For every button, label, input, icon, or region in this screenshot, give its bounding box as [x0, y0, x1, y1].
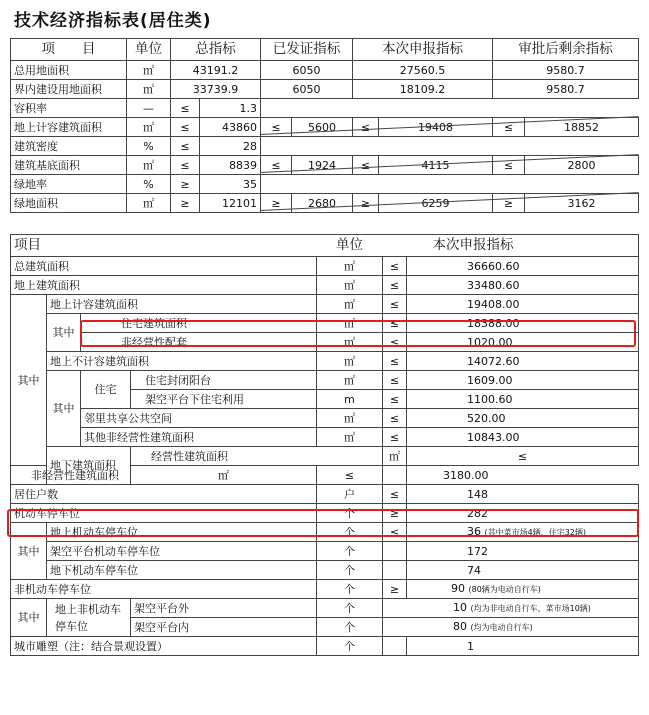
group-label: 其中	[47, 371, 81, 447]
highlight-box-household-count	[7, 509, 639, 537]
current-value: 27560.5	[353, 61, 493, 80]
remaining-value: 9580.7	[493, 80, 639, 99]
le-sign: ≤	[383, 485, 407, 504]
table-row	[11, 447, 639, 466]
row-unit: 个	[317, 542, 383, 561]
header-item: 项 目	[11, 39, 127, 61]
row-label: 住宅建筑面积	[81, 314, 317, 333]
le-sign: ≤	[171, 118, 200, 137]
row-label: 架空平台外	[131, 599, 317, 618]
remaining-value: 2800	[525, 156, 639, 175]
row-label: 地下机动车停车位	[47, 561, 317, 580]
le-sign: ≤	[261, 118, 292, 137]
le-sign: ≤	[383, 409, 407, 428]
row-label: 建筑基底面积	[11, 156, 127, 175]
header-current: 本次申报指标	[353, 39, 493, 61]
table-header-row	[11, 235, 639, 257]
row-label: 经营性建筑面积	[131, 447, 383, 466]
empty-cell	[261, 175, 639, 194]
le-sign: ≤	[261, 156, 292, 175]
header-unit: 单位	[317, 235, 383, 257]
value-note: (80辆为电动自行车)	[468, 585, 541, 594]
table-row	[11, 61, 639, 80]
header-total: 总指标	[171, 39, 261, 61]
le-sign: ≤	[383, 371, 407, 390]
row-unit: 个	[317, 561, 383, 580]
row-unit: 个	[317, 618, 383, 637]
row-label: 架空平台内	[131, 618, 317, 637]
total-value: 43191.2	[171, 61, 261, 80]
row-label: 机动车停车位	[11, 504, 317, 523]
row-value: 520.00	[407, 409, 639, 428]
row-unit: ㎡	[127, 80, 171, 99]
table-row	[11, 80, 639, 99]
remaining-value: 9580.7	[493, 61, 639, 80]
row-label: 总建筑面积	[11, 257, 317, 276]
table-row	[11, 599, 639, 618]
header-issued: 已发证指标	[261, 39, 353, 61]
row-unit: ㎡	[127, 118, 171, 137]
row-label: 非经营性配套	[81, 333, 317, 352]
table-row	[11, 466, 639, 485]
row-unit: ㎡	[317, 352, 383, 371]
value-note: (其中菜市场4辆，住宅32辆)	[484, 528, 587, 537]
group-label: 地下建筑面积	[47, 447, 131, 485]
area-breakdown-table	[10, 234, 639, 656]
ge-sign: ≥	[383, 504, 407, 523]
page-title: 技术经济指标表(居住类)	[14, 11, 212, 31]
row-label: 地上计容建筑面积	[47, 295, 317, 314]
row-unit: ㎡	[317, 276, 383, 295]
le-sign: ≤	[493, 156, 525, 175]
row-unit: ㎡	[131, 466, 317, 485]
le-sign: ≤	[383, 352, 407, 371]
table-row	[11, 257, 639, 276]
current-value: 4115	[379, 156, 493, 175]
row-label: 架空平台机动车停车位	[47, 542, 317, 561]
row-label: 架空平台下住宅利用	[131, 390, 317, 409]
table-row	[11, 580, 639, 599]
current-value: 6259	[379, 194, 493, 213]
le-sign: ≤	[383, 314, 407, 333]
row-value: 148	[407, 485, 639, 504]
row-label: 绿地面积	[11, 194, 127, 213]
total-value: 8839	[200, 156, 261, 175]
group-label: 住宅	[81, 371, 131, 409]
ge-sign: ≥	[171, 194, 200, 213]
row-unit: 户	[317, 485, 383, 504]
value-note: (均为电动自行车)	[470, 623, 533, 632]
row-unit: 个	[317, 580, 383, 599]
row-value: 14072.60	[407, 352, 639, 371]
ge-sign: ≥	[261, 194, 292, 213]
issued-value: 6050	[261, 61, 353, 80]
row-value: 1100.60	[407, 390, 639, 409]
issued-value: 5600	[292, 118, 353, 137]
highlight-box-residential-area	[80, 320, 636, 347]
row-label: 地上计容建筑面积	[11, 118, 127, 137]
le-sign: ≤	[171, 137, 200, 156]
row-value: 18388.00	[407, 314, 639, 333]
row-label: 邻里共享公共空间	[81, 409, 317, 428]
row-value: 74	[407, 561, 639, 580]
le-sign: ≤	[383, 276, 407, 295]
row-unit: 个	[317, 523, 383, 542]
row-unit: ㎡	[317, 314, 383, 333]
row-label: 总用地面积	[11, 61, 127, 80]
value-number: 80	[453, 620, 467, 633]
row-label: 地上建筑面积	[11, 276, 317, 295]
row-value: 1609.00	[407, 371, 639, 390]
row-value: 36660.60	[407, 257, 639, 276]
row-unit: %	[127, 137, 171, 156]
row-unit: ㎡	[383, 447, 407, 466]
table-row	[11, 561, 639, 580]
row-label: 容积率	[11, 99, 127, 118]
row-unit: ㎡	[317, 409, 383, 428]
value-number: 90	[451, 582, 465, 595]
le-sign: ≤	[383, 523, 407, 542]
table-row	[11, 428, 639, 447]
group-label: 其中	[11, 523, 47, 580]
total-value: 12101	[200, 194, 261, 213]
table-row	[11, 371, 639, 390]
row-value: 1	[407, 637, 639, 656]
indicator-table	[10, 38, 639, 213]
row-unit: 个	[317, 504, 383, 523]
table-row	[11, 99, 639, 118]
row-label: 其他非经营性建筑面积	[81, 428, 317, 447]
table-row	[11, 485, 639, 504]
empty-cell	[261, 99, 639, 118]
table-row	[11, 637, 639, 656]
row-value: 19408.00	[407, 295, 639, 314]
row-value: 33480.60	[407, 276, 639, 295]
le-sign: ≤	[383, 295, 407, 314]
table-row	[11, 137, 639, 156]
row-label: 城市雕塑（注：结合景观设置）	[11, 637, 317, 656]
le-sign: ≤	[171, 156, 200, 175]
current-value: 19408	[379, 118, 493, 137]
total-value: 33739.9	[171, 80, 261, 99]
row-unit: ㎡	[127, 156, 171, 175]
le-sign: ≤	[353, 118, 379, 137]
value-number: 10	[453, 601, 467, 614]
ge-sign: ≥	[353, 194, 379, 213]
remaining-value: 3162	[525, 194, 639, 213]
le-sign: ≤	[383, 428, 407, 447]
row-label: 住宅封闭阳台	[131, 371, 317, 390]
group-label: 地上非机动车停车位	[47, 599, 131, 637]
value-note: (均为非电动自行车，菜市场10辆)	[470, 604, 591, 613]
header-remaining: 审批后剩余指标	[493, 39, 639, 61]
row-unit: %	[127, 175, 171, 194]
header-unit: 单位	[127, 39, 171, 61]
remaining-value: 18852	[525, 118, 639, 137]
le-sign: ≤	[383, 257, 407, 276]
row-value	[383, 599, 639, 618]
row-unit: ㎡	[317, 371, 383, 390]
ge-sign: ≥	[383, 580, 407, 599]
row-unit: ㎡	[317, 257, 383, 276]
ge-sign: ≥	[171, 175, 200, 194]
group-label: 其中	[11, 295, 47, 466]
row-unit: ㎡	[317, 333, 383, 352]
value-number: 36	[467, 525, 481, 538]
row-value	[407, 580, 639, 599]
row-unit: —	[127, 99, 171, 118]
le-sign: ≤	[171, 99, 200, 118]
empty-cell	[383, 561, 407, 580]
le-sign: ≤	[493, 118, 525, 137]
total-value: 28	[200, 137, 261, 156]
row-unit: 个	[317, 637, 383, 656]
row-label: 绿地率	[11, 175, 127, 194]
issued-value: 2680	[292, 194, 353, 213]
le-sign: ≤	[383, 333, 407, 352]
header-item: 项目	[11, 235, 317, 257]
table-row	[11, 409, 639, 428]
issued-value: 6050	[261, 80, 353, 99]
row-value: 172	[407, 542, 639, 561]
issued-value: 1924	[292, 156, 353, 175]
row-unit: ㎡	[317, 295, 383, 314]
row-value: 1020.00	[407, 333, 639, 352]
row-unit: 个	[317, 599, 383, 618]
table-row	[11, 175, 639, 194]
row-value	[383, 618, 639, 637]
header-current: 本次申报指标	[383, 235, 639, 257]
row-value: 3180.00	[383, 466, 407, 485]
row-unit: ㎡	[127, 61, 171, 80]
row-label: 非经营性建筑面积	[11, 466, 81, 485]
row-label: 地上机动车停车位	[47, 523, 317, 542]
le-sign: ≤	[407, 447, 639, 466]
row-label: 界内建设用地面积	[11, 80, 127, 99]
empty-cell	[383, 637, 407, 656]
table-header-row	[11, 39, 639, 61]
ge-sign: ≥	[493, 194, 525, 213]
group-label: 其中	[47, 314, 81, 352]
group-label: 其中	[11, 599, 47, 637]
table-row	[11, 276, 639, 295]
table-row	[11, 352, 639, 371]
table-row	[11, 295, 639, 314]
row-label: 建筑密度	[11, 137, 127, 156]
total-value: 43860	[200, 118, 261, 137]
le-sign: ≤	[317, 466, 383, 485]
row-value: 282	[407, 504, 639, 523]
total-value: 1.3	[200, 99, 261, 118]
le-sign: ≤	[353, 156, 379, 175]
row-label: 居住户数	[11, 485, 317, 504]
row-unit: m	[317, 390, 383, 409]
row-unit: ㎡	[317, 428, 383, 447]
row-unit: ㎡	[127, 194, 171, 213]
row-value: 10843.00	[407, 428, 639, 447]
current-value: 18109.2	[353, 80, 493, 99]
row-label: 非机动车停车位	[11, 580, 317, 599]
empty-cell	[383, 542, 407, 561]
le-sign: ≤	[383, 390, 407, 409]
total-value: 35	[200, 175, 261, 194]
empty-cell	[261, 137, 639, 156]
row-label: 地上不计容建筑面积	[47, 352, 317, 371]
table-row	[11, 542, 639, 561]
